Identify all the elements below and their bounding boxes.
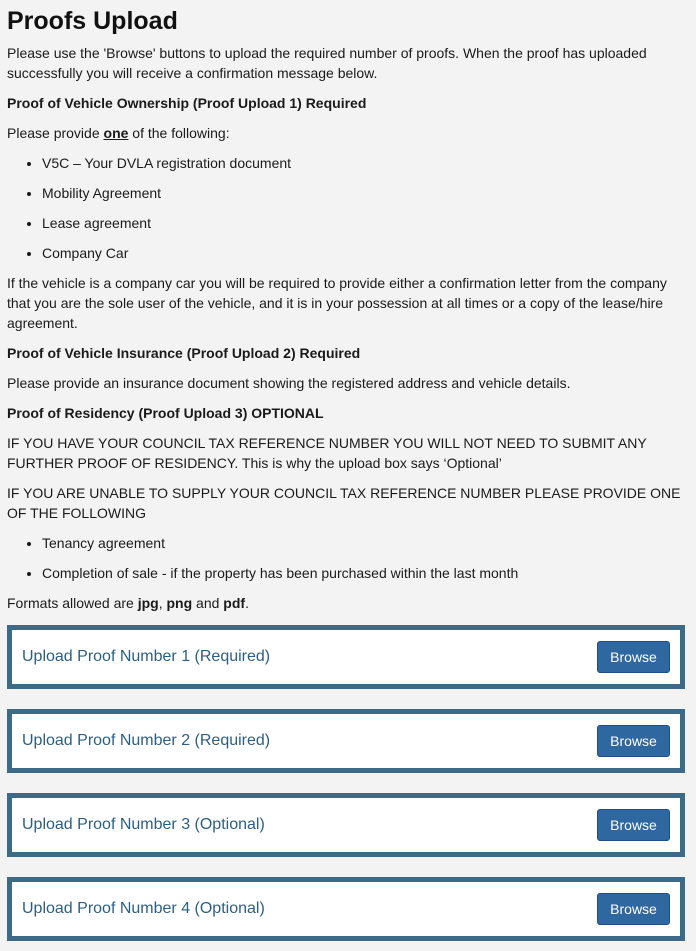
council-tax-note: IF YOU HAVE YOUR COUNCIL TAX REFERENCE NUMBER YOU WILL NOT NEED TO SUBMIT ANY FURTHER PROOF OF RESIDENCY. This is why the upload box says ‘Optional’ xyxy=(7,435,647,471)
unable-note: IF YOU ARE UNABLE TO SUPPLY YOUR COUNCIL TAX REFERENCE NUMBER PLEASE PROVIDE ONE OF THE FOLLOWING xyxy=(7,485,681,521)
residency-heading: Proof of Residency (Proof Upload 3) OPTIONAL xyxy=(7,405,324,421)
upload-box-4 xyxy=(7,877,685,941)
formats-allowed xyxy=(7,593,689,613)
list-item: • Lease agreement xyxy=(42,213,689,233)
insurance-text: Please provide an insurance document showing the registered address and vehicle details. xyxy=(7,375,571,391)
formats-sep-2: and xyxy=(192,595,224,611)
format-pdf: pdf xyxy=(223,595,246,611)
page-title: Proofs Upload xyxy=(7,7,178,35)
upload-label: Upload Proof Number 3 (Optional) xyxy=(22,816,265,833)
browse-button[interactable]: Browse xyxy=(597,809,670,841)
list-item: • V5C – Your DVLA registration document xyxy=(42,153,689,173)
provide-prefix: Please provide xyxy=(7,125,104,141)
list-item: • Company Car xyxy=(42,243,689,263)
format-jpg: jpg xyxy=(137,595,159,611)
format-png: png xyxy=(166,595,193,611)
upload-list xyxy=(7,625,689,941)
ownership-heading: Proof of Vehicle Ownership (Proof Upload 1) Required xyxy=(7,95,367,111)
insurance-heading: Proof of Vehicle Insurance (Proof Upload 2) Required xyxy=(7,345,361,361)
intro-text: Please use the 'Browse' buttons to upload the required number of proofs. When the proof has uploaded successfully you will receive a confirmation message below. xyxy=(7,45,647,81)
upload-box-1 xyxy=(7,625,685,689)
list-item: • Mobility Agreement xyxy=(42,183,689,203)
ownership-list xyxy=(7,153,689,263)
browse-button[interactable]: Browse xyxy=(597,725,670,757)
residency-list xyxy=(7,533,689,583)
upload-box-2 xyxy=(7,709,685,773)
list-item: • Tenancy agreement xyxy=(42,533,689,553)
upload-label: Upload Proof Number 4 (Optional) xyxy=(22,900,265,917)
company-car-note: If the vehicle is a company car you will be required to provide either a confirmation letter from the company that you are the sole user of the vehicle, and it is in your possession at all times or a copy of the lease/hire agreement. xyxy=(7,275,667,331)
formats-prefix: Formats allowed are xyxy=(7,595,138,611)
upload-box-3 xyxy=(7,793,685,857)
browse-button[interactable]: Browse xyxy=(597,641,670,673)
browse-button[interactable]: Browse xyxy=(597,893,670,925)
provide-emphasis: one xyxy=(103,125,129,141)
upload-label: Upload Proof Number 2 (Required) xyxy=(22,732,271,749)
ownership-provide-text xyxy=(7,123,689,143)
upload-label: Upload Proof Number 1 (Required) xyxy=(22,648,271,665)
formats-suffix: . xyxy=(245,595,249,611)
provide-suffix: of the following: xyxy=(128,125,230,141)
formats-sep-1: , xyxy=(158,595,167,611)
list-item: • Completion of sale - if the property has been purchased within the last month xyxy=(42,563,689,583)
